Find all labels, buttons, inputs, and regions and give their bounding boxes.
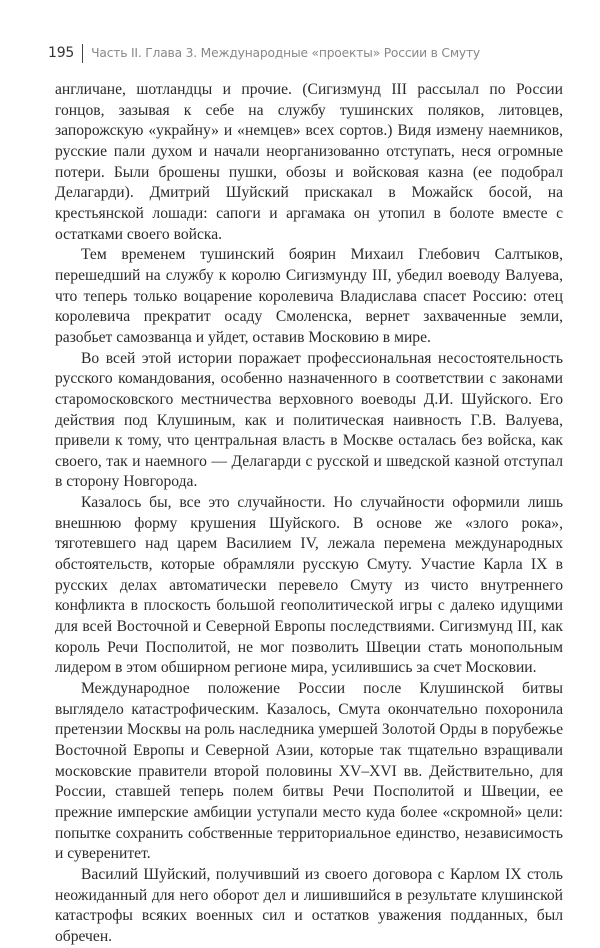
running-header [48,43,568,63]
chapter-title: Часть II. Глава 3. Международные «проекты» России в Смуту [91,46,481,60]
paragraph: Тем временем тушинский боярин Михаил Глебович Салтыков, перешедший на службу к королю Сигизмунду III, убедил воеводу Валуева, что теперь только воцарение королевича Владислава спасет Россию: отец королевича прекратит осаду Смоленска, вернет захваченные земли, разобьет самозванца и уйдет, оставив Московию в мире. [55,246,563,346]
paragraph: Во всей этой истории поражает профессиональная несостоятельность русского командования, особенно назначенного в соответствии с законами старомосковского местничества верховного воеводы Д.И. Шуйского. Его действия под Клушиным, как и политическая наивность Г.В. Валуева, привели к тому, что центральная власть в Москве осталась без войска, как своего, так и наемного — Делагарди с русской и шведской казной отступал в сторону Новгорода. [55,349,563,491]
paragraph-continued: англичане, шотландцы и прочие. (Сигизмунд III рассылал по России гонцов, зазывая к себе на службу тушинских поляков, литовцев, запорожскую «украйну» и «немцев» всех сортов.) Видя измену наемников, русские пали духом и начали неорганизованно отступать, неся огромные потери. Были брошены пушки, обозы и войсковая казна (ее подобрал Делагарди). Дмитрий Шуйский прискакал в Можайск босой, на крестьянской лошади: сапоги и аргамака он утопил в болоте вместе с остатками своего войска. [55,81,563,243]
paragraph: Василий Шуйский, получивший из своего договора с Карлом IX столь неожиданный для него оборот дел и лишившийся в результате клушинской катастрофы всяких военных сил и остатков уважения подданных, был обречен. [55,865,563,945]
page-number: 195 [48,45,75,61]
paragraph: Казалось бы, все это случайности. Но случайности оформили лишь внешнюю форму крушения Шуйского. В основе же «злого рока», тяготевшего над царем Василием IV, лежала перемена международных обстоятельств, которые обрамляли русскую Смуту. Участие Карла IX в русских делах автоматически перевело Смуту из чисто внутреннего конфликта в плоскость большой геополитической игры с далеко идущими для всей Восточной и Северной Европы последствиями. Сигизмунд III, как король Речи Посполитой, не мог позволить Швеции стать монопольным лидером в этом обширном регионе мира, усилившись за счет Московии. [55,494,563,677]
body-text [55,80,563,948]
paragraph: Международное положение России после Клушинской битвы выглядело катастрофическим. Казалось, Смута окончательно похоронила претензии Москвы на роль наследника умершей Золотой Орды в порубежье Восточной Европы и Северной Азии, которые так тщательно взращивали московские правители второй половины XV–XVI вв. Действительно, для России, ставшей теперь полем битвы Речи Посполитой и Швеции, ее прежние имперские амбиции уступали место куда более «скромной» цели: попытке сохранить собственные территориальное единство, независимость и суверенитет. [55,680,563,863]
header-separator [82,44,83,63]
